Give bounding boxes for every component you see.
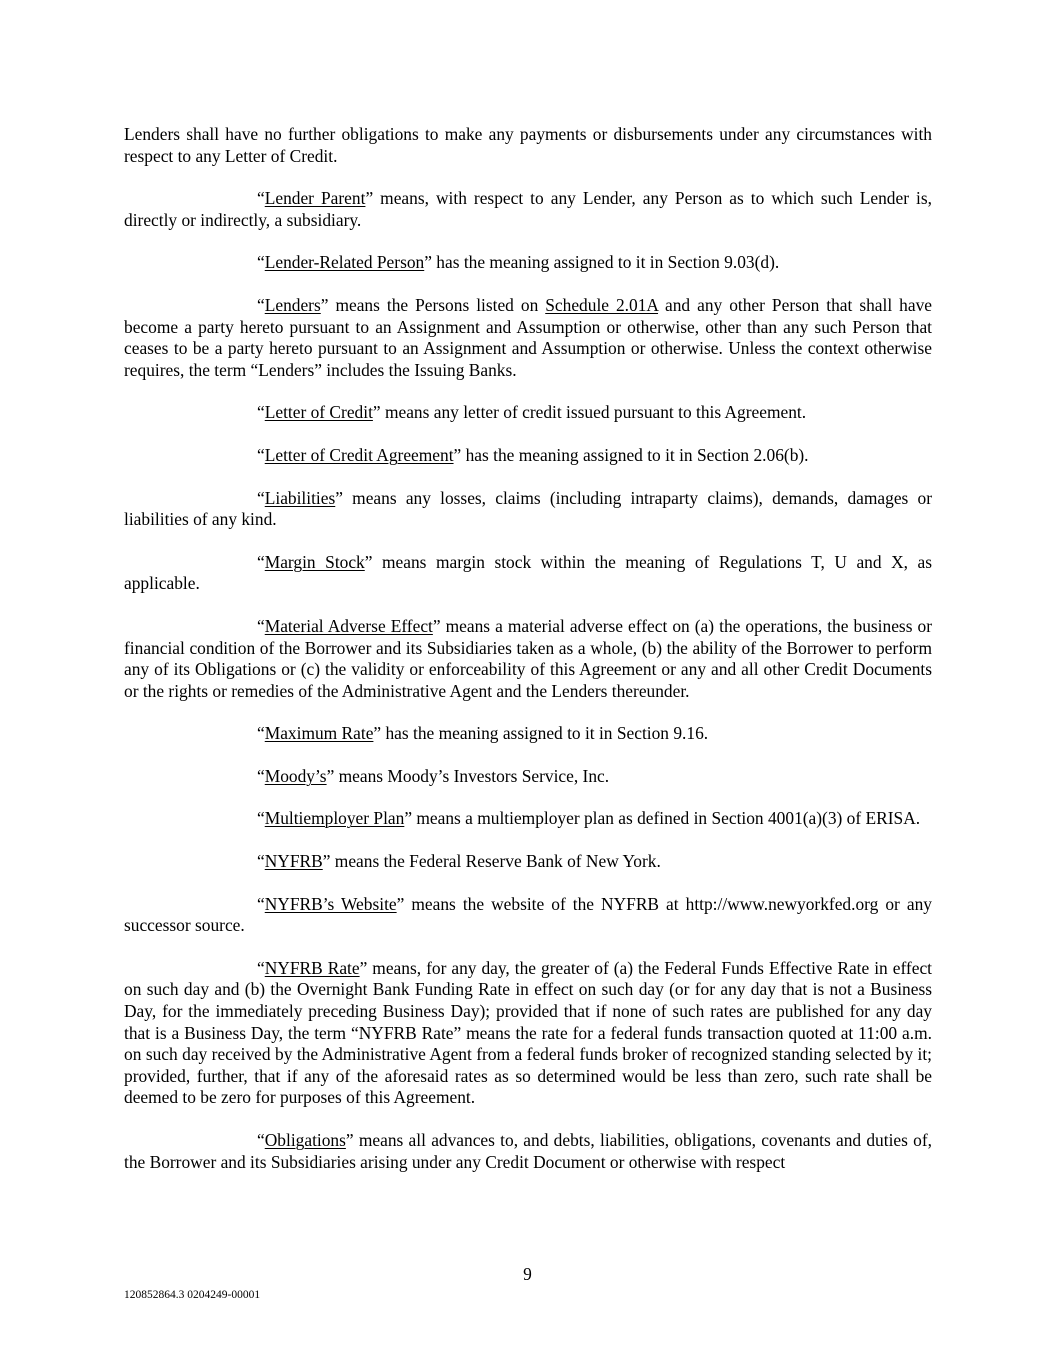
definition-lender-parent: “Lender Parent” means, with respect to any Lender, any Person as to which such Lender is, directly or indirectly, a subsidiary. [124, 188, 932, 230]
defined-term: NYFRB’s Website [264, 893, 397, 914]
paragraph-continuation: Lenders shall have no further obligations to make any payments or disbursements under any circumstances with respect to any Letter of Credit. [124, 124, 932, 166]
defined-term: Obligations [264, 1130, 346, 1150]
document-body [124, 124, 932, 1194]
definition-lender-related-person: “Lender-Related Person” has the meaning assigned to it in Section 9.03(d). [257, 252, 780, 273]
defined-term: Multiemployer Plan [264, 808, 405, 829]
definition-nyfrbs-website: “NYFRB’s Website” means the website of the NYFRB at http://www.newyorkfed.org or any successor source. [124, 893, 932, 936]
defined-term: Lenders [264, 294, 321, 315]
definition-letter-of-credit: “Letter of Credit” means any letter of credit issued pursuant to this Agreement. [257, 402, 807, 423]
definition-margin-stock: “Margin Stock” means margin stock within the meaning of Regulations T, U and X, as applicable. [124, 551, 933, 594]
definition-letter-of-credit-agreement: “Letter of Credit Agreement” has the meaning assigned to it in Section 2.06(b). [257, 444, 809, 465]
defined-term: Maximum Rate [264, 723, 374, 744]
defined-term: NYFRB Rate [264, 957, 360, 978]
defined-term: Margin Stock [264, 551, 365, 572]
defined-term: Lender-Related Person [264, 252, 425, 273]
defined-term: Liabilities [264, 487, 336, 508]
page-number: 9 [523, 1264, 532, 1284]
defined-term: Lender Parent [264, 188, 366, 209]
definition-obligations: “Obligations” means all advances to, and debts, liabilities, obligations, covenants and duties of, the Borrower and its Subsidiaries arising under any Credit Document or otherwise with respect [124, 1130, 932, 1172]
document-id: 120852864.3 0204249-00001 [124, 1289, 261, 1301]
definition-multiemployer-plan: “Multiemployer Plan” means a multiemployer plan as defined in Section 4001(a)(3) of ERISA. [257, 808, 921, 829]
definition-material-adverse-effect: “Material Adverse Effect” means a material adverse effect on (a) the operations, the business or financial condition of the Borrower and its Subsidiaries taken as a whole, (b) the ability of the Borrower to perform any of its Obligations or (c) the validity or enforceability of this Agreement or any and all other Credit Documents or the rights or remedies of the Administrative Agent and the Lenders thereunder. [124, 615, 932, 701]
defined-term: NYFRB [264, 851, 323, 872]
schedule-reference: Schedule 2.01A [545, 294, 659, 315]
defined-term: Material Adverse Effect [264, 615, 433, 636]
definition-nyfrb-rate: “NYFRB Rate” means, for any day, the greater of (a) the Federal Funds Effective Rate in effect on such day and (b) the Overnight Bank Funding Rate in effect on such day (or for any day that is not a Business Day, for the immediately preceding Business Day); provided that if none of such rates are published for any day that is a Business Day, the term “NYFRB Rate” means the rate for a federal funds transaction quoted at 11:00 a.m. on such day received by the Administrative Agent from a federal funds broker of recognized standing selected by it; provided, further, that if any of the aforesaid rates as so determined would be less than zero, such rate shall be deemed to be zero for purposes of this Agreement. [124, 957, 932, 1108]
defined-term: Letter of Credit [264, 402, 373, 423]
definition-maximum-rate: “Maximum Rate” has the meaning assigned to it in Section 9.16. [257, 723, 709, 744]
definition-lenders: “Lenders” means the Persons listed on Schedule 2.01A and any other Person that shall have become a party hereto pursuant to an Assignment and Assumption or otherwise, other than any such Person that ceases to be a party hereto pursuant to an Assignment and Assumption or otherwise. Unless the context otherwise requires, the term “Lenders” includes the Issuing Banks. [124, 294, 932, 380]
definition-nyfrb: “NYFRB” means the Federal Reserve Bank of New York. [257, 851, 661, 872]
defined-term: Moody’s [264, 765, 327, 786]
defined-term: Letter of Credit Agreement [264, 444, 454, 465]
definition-liabilities: “Liabilities” means any losses, claims (including intraparty claims), demands, damages or liabilities of any kind. [124, 487, 932, 530]
definition-moodys: “Moody’s” means Moody’s Investors Service, Inc. [257, 765, 610, 786]
